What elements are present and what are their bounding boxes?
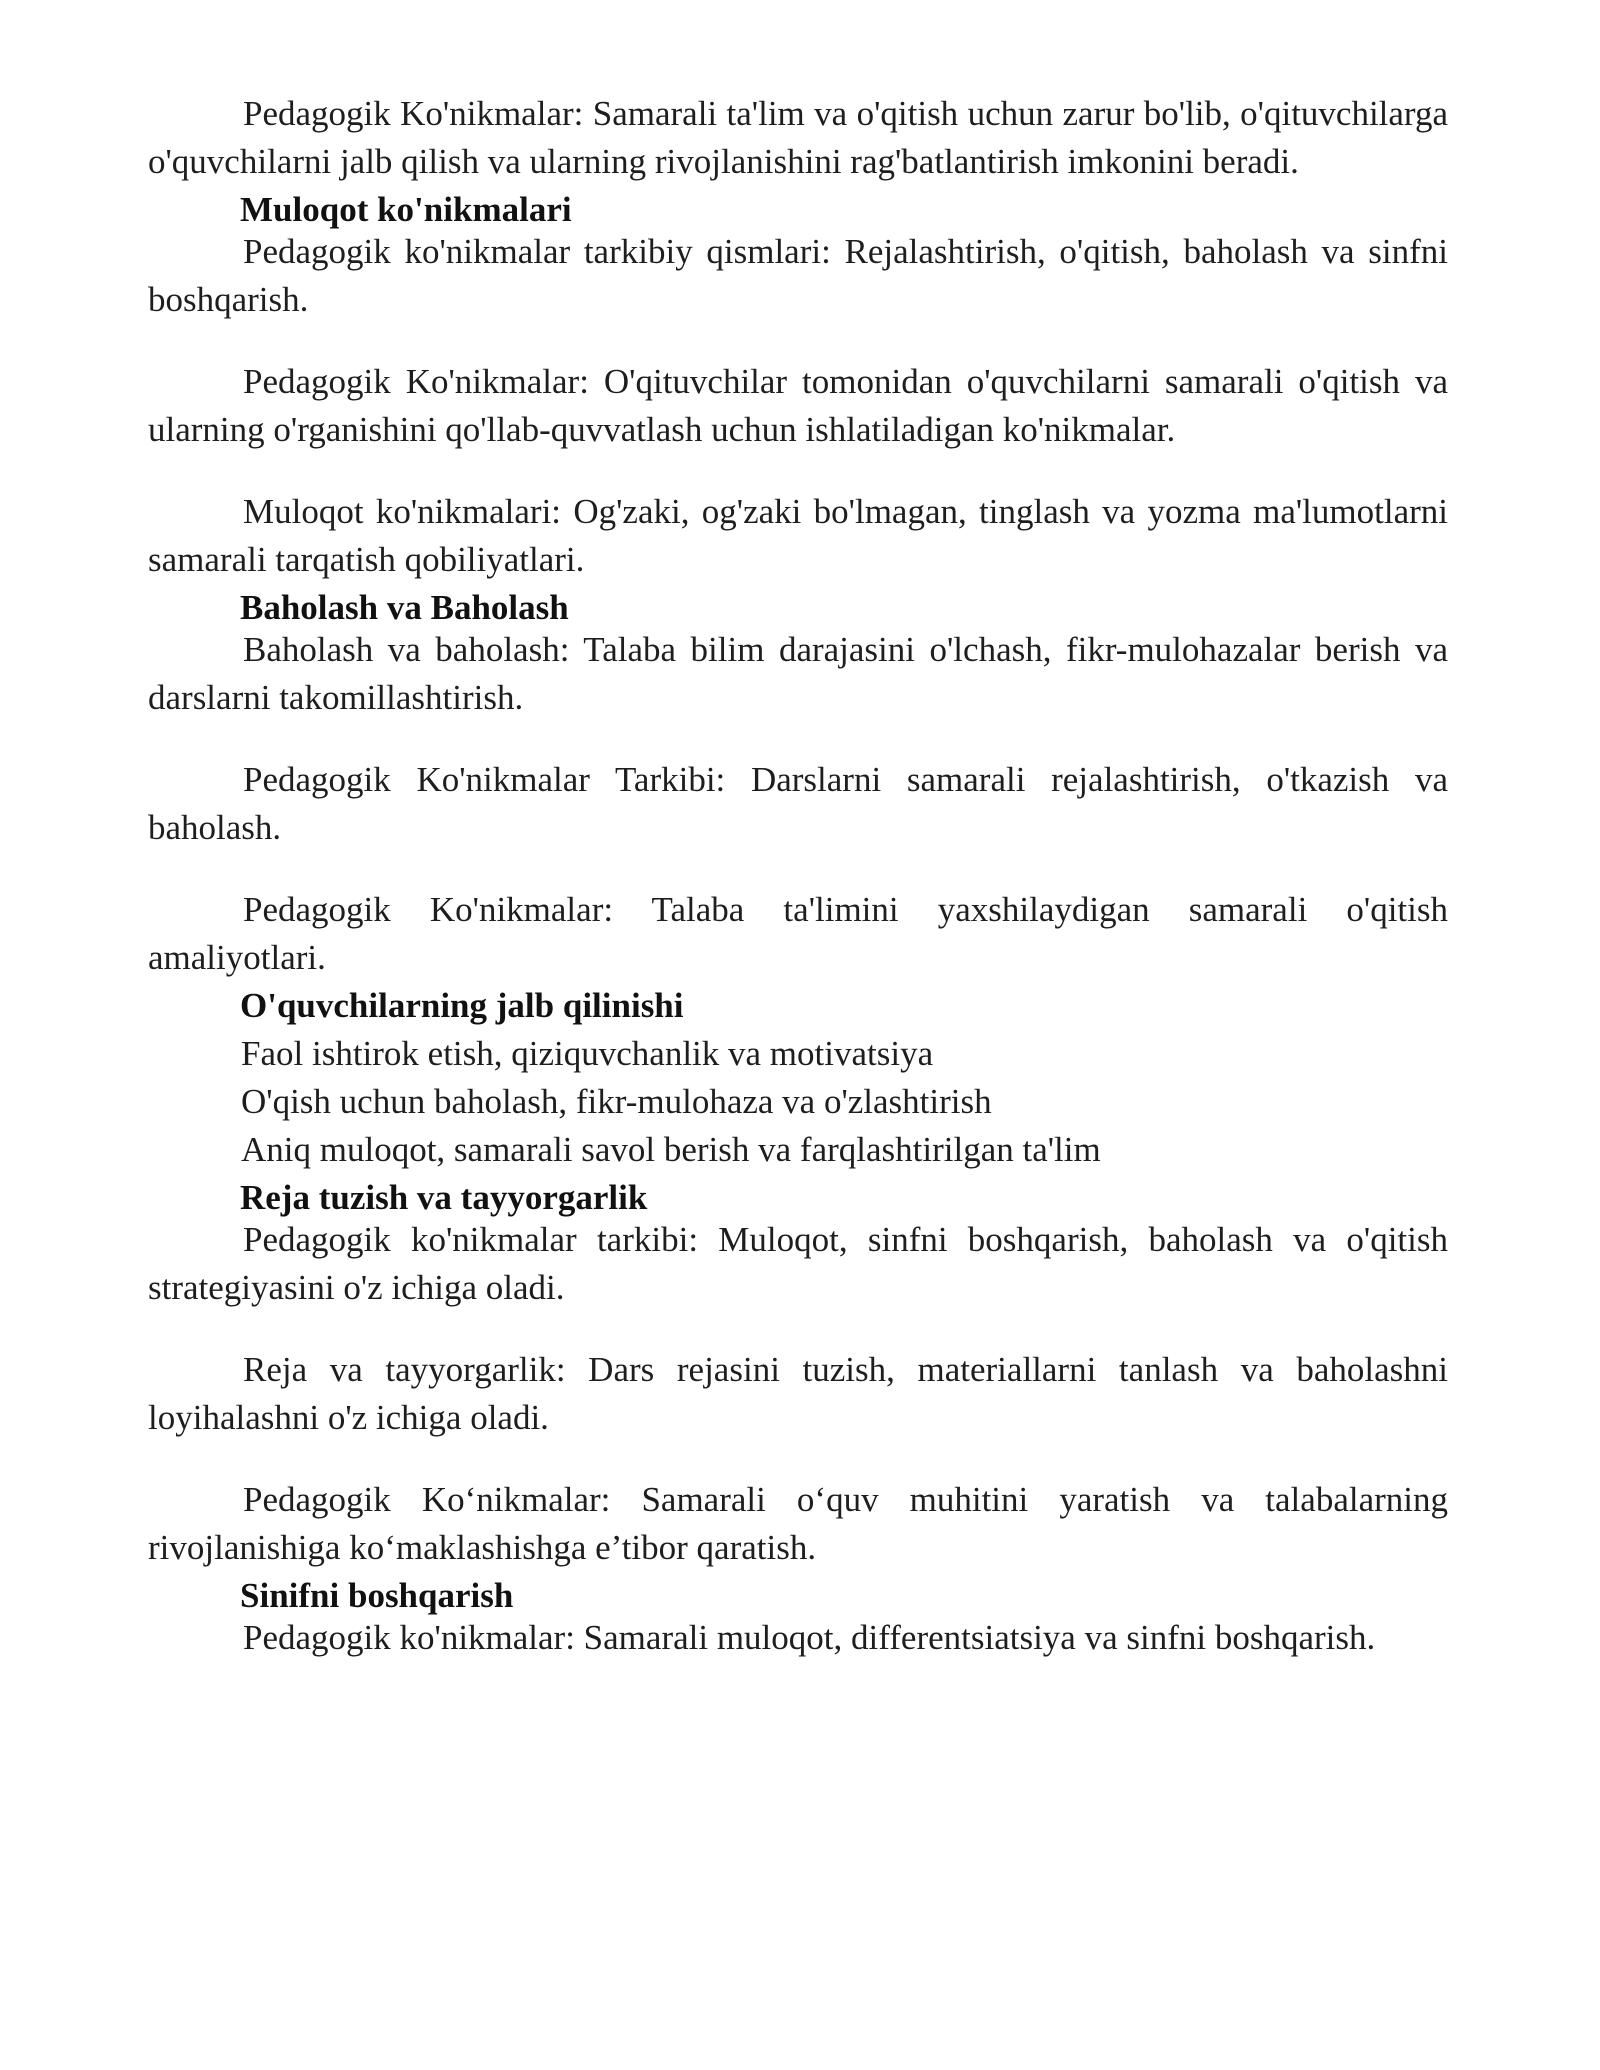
paragraph-reja-tayyorgarlik: Reja va tayyorgarlik: Dars rejasini tuzish, materiallarni tanlash va baholashni loyihalashni o'z ichiga oladi. (148, 1350, 1448, 1437)
paragraph-konikmalar-tarkibi-muloqot: Pedagogik ko'nikmalar tarkibi: Muloqot, sinfni boshqarish, baholash va o'qitish strategiyasini o'z ichiga oladi. (148, 1220, 1448, 1307)
paragraph-oqituvchilar-tomonidan: Pedagogik Ko'nikmalar: O'qituvchilar tomonidan o'quvchilarni samarali o'qitish va ularning o'rganishini qo'llab-quvvatlash uchun ishlatiladigan ko'nikmalar. (148, 362, 1448, 449)
paragraph-oqitish-amaliyotlari: Pedagogik Ko'nikmalar: Talaba ta'limini yaxshilaydigan samarali o'qitish amaliyotlari. (148, 890, 1448, 977)
paragraph-differentsiatsiya: Pedagogik ko'nikmalar: Samarali muloqot, differentsiatsiya va sinfni boshqarish. (243, 1618, 1376, 1657)
paragraph-tarkibiy-qismlari: Pedagogik ko'nikmalar tarkibiy qismlari: Rejalashtirish, o'qitish, baholash va sinfni boshqarish. (148, 232, 1448, 319)
paragraph-konikmalar-tarkibi: Pedagogik Ko'nikmalar Tarkibi: Darslarni samarali rejalashtirish, o'tkazish va baholash. (148, 760, 1448, 847)
line-faol-ishtirok: Faol ishtirok etish, qiziquvchanlik va motivatsiya (241, 1034, 934, 1073)
line-oqish-uchun-baholash: O'qish uchun baholash, fikr-mulohaza va o'zlashtirish (241, 1082, 992, 1121)
heading-baholash: Baholash va Baholash (240, 588, 569, 627)
heading-muloqot-konikmalari: Muloqot ko'nikmalari (240, 190, 572, 229)
document-page (148, 90, 1448, 1662)
heading-sinfni-boshqarish: Sinifni boshqarish (240, 1576, 514, 1615)
heading-jalb-qilinishi: O'quvchilarning jalb qilinishi (240, 986, 684, 1025)
paragraph-oquv-muhiti: Pedagogik Koʻnikmalar: Samarali oʻquv muhitini yaratish va talabalarning rivojlanishiga koʻmaklashishga e’tibor qaratish. (148, 1480, 1448, 1567)
heading-reja-tuzish: Reja tuzish va tayyorgarlik (240, 1178, 648, 1217)
paragraph-baholash-def: Baholash va baholash: Talaba bilim darajasini o'lchash, fikr-mulohazalar berish va darslarni takomillashtirish. (148, 630, 1448, 717)
line-aniq-muloqot: Aniq muloqot, samarali savol berish va farqlashtirilgan ta'lim (241, 1130, 1101, 1169)
paragraph-muloqot-konikmalari-def: Muloqot ko'nikmalari: Og'zaki, og'zaki bo'lmagan, tinglash va yozma ma'lumotlarni samarali tarqatish qobiliyatlari. (148, 492, 1448, 579)
paragraph-pedagogik-konikmalar-intro: Pedagogik Ko'nikmalar: Samarali ta'lim va o'qitish uchun zarur bo'lib, o'qituvchilarga o'quvchilarni jalb qilish va ularning rivojlanishini rag'batlantirish imkonini beradi. (148, 94, 1448, 181)
